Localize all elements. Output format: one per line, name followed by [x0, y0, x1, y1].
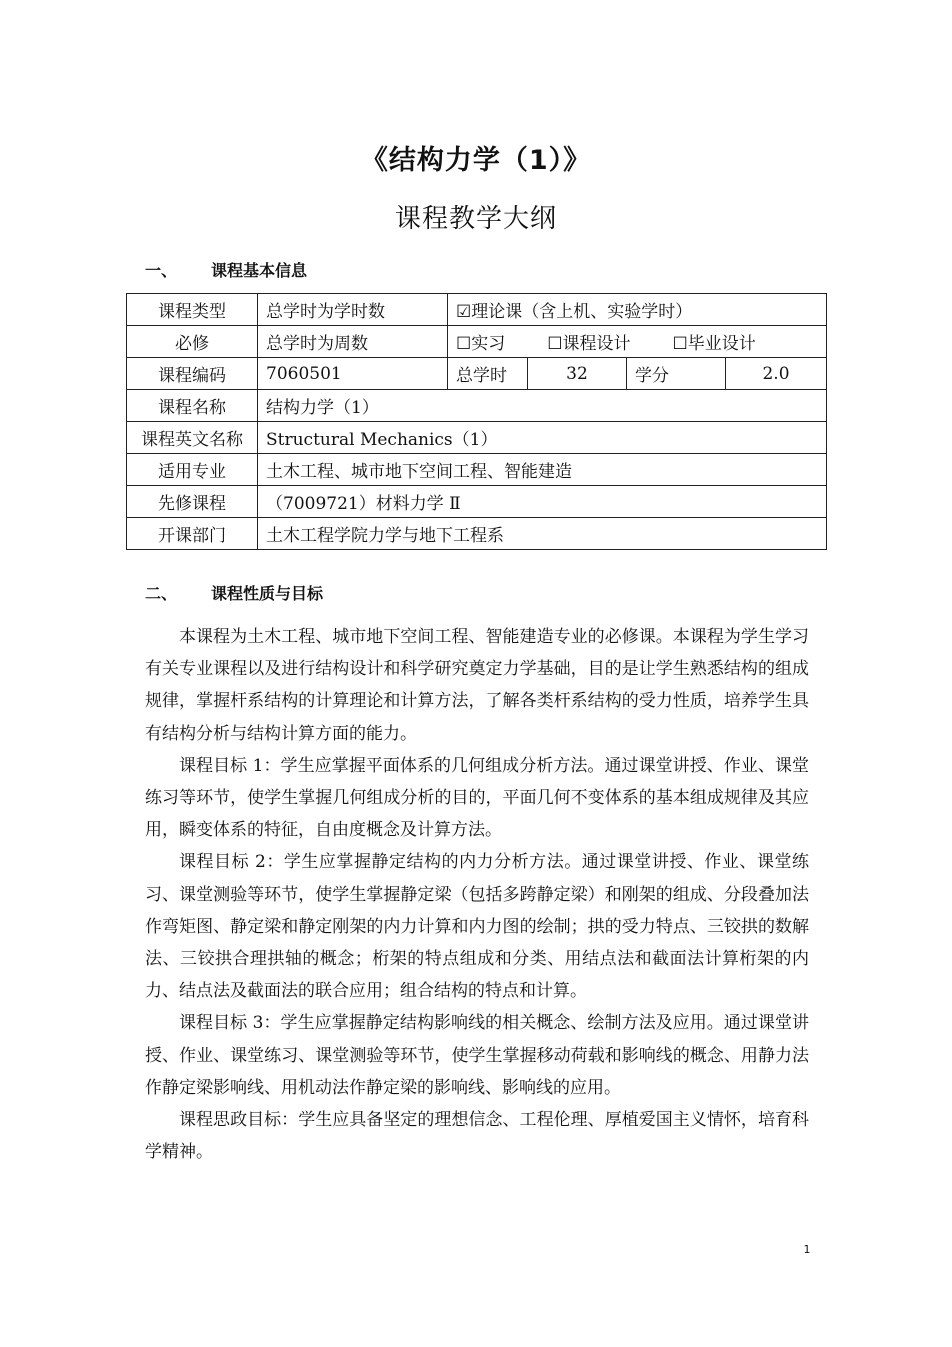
section-title: 课程性质与目标 [211, 584, 324, 603]
cell-total-hours-label: 总学时 [448, 358, 528, 390]
paragraph-goal-3: 课程目标 3：学生应掌握静定结构影响线的相关概念、绘制方法及应用。通过课堂讲授、作业、课堂练习、课堂测验等环节，使学生掌握移动荷载和影响线的概念、用静力法作静定梁影响线、用机动法作静定梁的影响线、影响线的应用。 [145, 1013, 809, 1098]
cell-course-type-label: 课程类型 [127, 294, 258, 326]
section-body [145, 621, 809, 1168]
checkbox-internship: ☐实习 [456, 334, 506, 354]
table-row [127, 358, 827, 390]
cell-course-code-label: 课程编码 [127, 358, 258, 390]
section-number: 一、 [145, 261, 178, 280]
cell-prerequisite-label: 先修课程 [127, 486, 258, 518]
cell-english-name-label: 课程英文名称 [127, 422, 258, 454]
table-row [127, 422, 827, 454]
cell-course-name-label: 课程名称 [127, 390, 258, 422]
cell-course-name-value: 结构力学（1） [258, 390, 827, 422]
paragraph-goal-1: 课程目标 1：学生应掌握平面体系的几何组成分析方法。通过课堂讲授、作业、课堂练习等环节，使学生掌握几何组成分析的目的，平面几何不变体系的基本组成规律及其应用，瞬变体系的特征，自由度概念及计算方法。 [145, 755, 809, 841]
cell-total-weeks-label: 总学时为周数 [258, 326, 448, 358]
table-row [127, 518, 827, 550]
checkbox-graduation-design: ☐毕业设计 [672, 334, 756, 354]
paragraph-goal-2: 课程目标 2：学生应掌握静定结构的内力分析方法。通过课堂讲授、作业、课堂练习、课堂测验等环节，使学生掌握静定梁（包括多跨静定梁）和刚架的组成、分段叠加法作弯矩图、静定梁和静定刚架的内力计算和内力图的绘制；拱的受力特点、三铰拱的数解法、三铰拱合理拱轴的概念；桁架的特点组成和分类、用结点法和截面法计算桁架的内力、结点法及截面法的联合应用；组合结构的特点和计算。 [145, 852, 809, 1002]
cell-other-options [448, 326, 827, 358]
cell-major-value: 土木工程、城市地下空间工程、智能建造 [258, 454, 827, 486]
cell-prerequisite-value: （7009721）材料力学 Ⅱ [258, 486, 827, 518]
cell-department-label: 开课部门 [127, 518, 258, 550]
paragraph-ideological-goal: 课程思政目标：学生应具备坚定的理想信念、工程伦理、厚植爱国主义情怀，培育科学精神。 [145, 1110, 809, 1163]
table-row [127, 326, 827, 358]
cell-total-hours-value: 32 [528, 358, 627, 390]
cell-department-value: 土木工程学院力学与地下工程系 [258, 518, 827, 550]
cell-total-hours-label: 总学时为学时数 [258, 294, 448, 326]
paragraph-intro: 本课程为土木工程、城市地下空间工程、智能建造专业的必修课。本课程为学生学习有关专业课程以及进行结构设计和科学研究奠定力学基础，目的是让学生熟悉结构的组成规律，掌握杆系结构的计算理论和计算方法，了解各类杆系结构的受力性质，培养学生具有结构分析与结构计算方面的能力。 [145, 627, 809, 744]
section-heading-nature-goals [145, 581, 323, 604]
section-heading-basic-info [145, 258, 307, 281]
table-row [127, 486, 827, 518]
table-row [127, 294, 827, 326]
cell-required-label: 必修 [127, 326, 258, 358]
cell-credit-label: 学分 [627, 358, 726, 390]
table-row [127, 390, 827, 422]
section-title: 课程基本信息 [211, 261, 308, 280]
cell-credit-value: 2.0 [726, 358, 827, 390]
cell-major-label: 适用专业 [127, 454, 258, 486]
cell-theory-course-option: ☑理论课（含上机、实验学时） [448, 294, 827, 326]
cell-course-code-value: 7060501 [258, 358, 448, 390]
document-subtitle: 课程教学大纲 [394, 204, 557, 234]
section-number: 二、 [145, 584, 178, 603]
course-info-table [126, 293, 827, 550]
table-row [127, 454, 827, 486]
cell-english-name-value: Structural Mechanics（1） [258, 422, 827, 454]
page-number: 1 [803, 1243, 811, 1256]
document-title: 《结构力学（1）》 [360, 145, 592, 176]
checkbox-course-design: ☐课程设计 [547, 334, 631, 354]
